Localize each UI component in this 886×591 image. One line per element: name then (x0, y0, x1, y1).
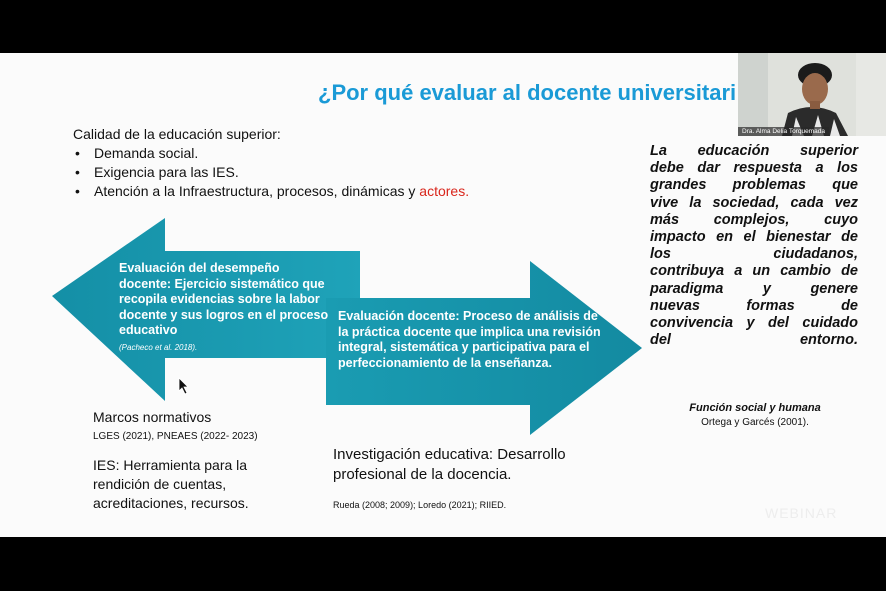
quote-line: vive la sociedad, cada vez (650, 194, 858, 211)
quote-line: La educación superior (650, 143, 858, 159)
marcos-title: Marcos normativos (93, 409, 212, 425)
investigacion-text: Investigación educativa: Desarrollo profesional de la docencia. (333, 446, 566, 483)
quote-line: contribuya a un cambio de (650, 263, 858, 280)
quote-line: nuevas formas de (650, 297, 858, 314)
left-arrow-citation: (Pacheco et al. 2018). (119, 342, 198, 352)
quote-line: debe dar respuesta a los (650, 160, 858, 177)
webcam-thumbnail[interactable] (738, 53, 886, 136)
quote-line: del entorno. (650, 332, 858, 349)
bullet-item: • Demanda social. (73, 144, 469, 163)
investigacion-refs: Rueda (2008; 2009); Loredo (2021); RIIED. (333, 500, 507, 510)
mouse-cursor-icon (178, 377, 190, 395)
left-arrow-definition: Evaluación del desempeño docente: Ejercicio sistemático que recopila evidencias sobre la labor docente y sus logros en el proceso educativo (119, 261, 329, 337)
function-title: Función social y humana (689, 402, 821, 414)
quote-line: convivencia y del cuidado (650, 315, 858, 332)
left-arrow-text (119, 261, 334, 355)
right-arrow-text: Evaluación docente: Proceso de análisis de la práctica docente que implica una revisión integral, sistemática y participativa para el perfeccionamiento de la enseñanza. (338, 309, 601, 370)
bullet-item: • Exigencia para las IES. (73, 163, 469, 182)
quote-line: paradigma y genere (650, 280, 858, 297)
function-ref: Ortega y Garcés (2001). (701, 417, 809, 428)
quote-line: más complejos, cuyo (650, 211, 858, 228)
quote-line: los ciudadanos, (650, 246, 858, 263)
ies-text: IES: Herramienta para la rendición de cuentas, acreditaciones, recursos. (93, 457, 249, 511)
bullet-text: Atención a la Infraestructura, procesos, dinámicas y (94, 183, 420, 199)
presenter-video-icon (738, 53, 886, 136)
quote-line: impacto en el bienestar de (650, 229, 858, 246)
slide-title: ¿Por qué evaluar al docente universitari (318, 80, 737, 105)
bullet-highlight: actores. (419, 183, 470, 199)
intro-heading: Calidad de la educación superior: (73, 126, 281, 142)
quote-block (650, 143, 858, 349)
marcos-refs: LGES (2021), PNEAES (2022- 2023) (93, 431, 258, 442)
presenter-name-label: Dra. Alma Delia Torquemada (738, 127, 829, 136)
quote-line: grandes problemas que (650, 177, 858, 194)
webinar-watermark: WEBINAR (765, 505, 838, 521)
